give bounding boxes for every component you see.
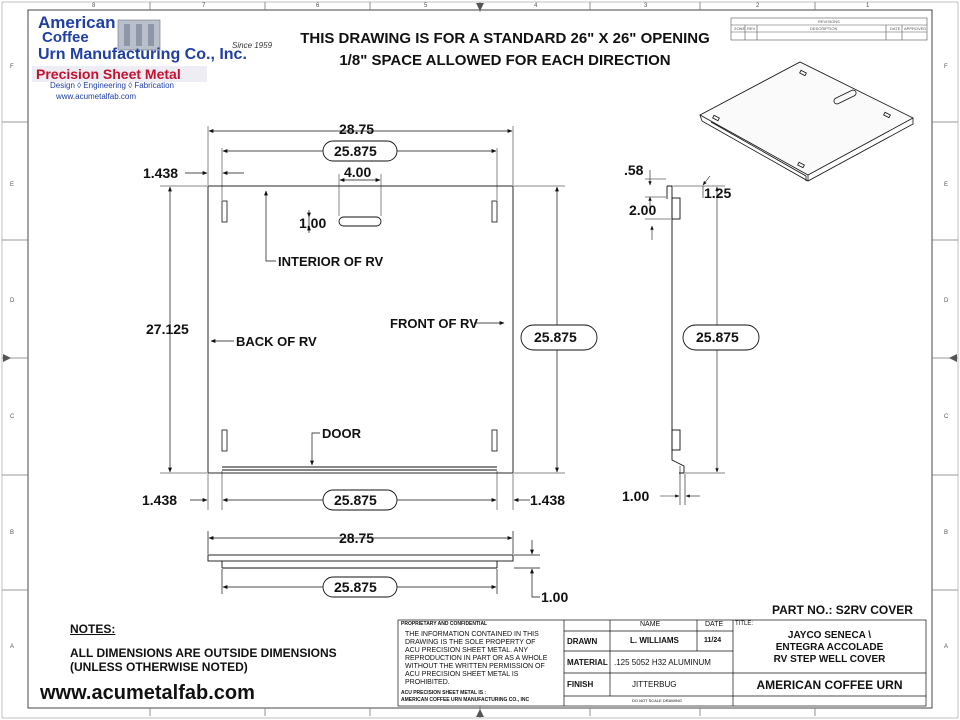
plan-view-extension-lines	[160, 126, 565, 510]
tb-title-line-3: RV STEP WELL COVER	[773, 654, 886, 665]
border-mark-side-a: A	[10, 644, 15, 650]
tb-drawn-name: L. WILLIAMS	[630, 636, 679, 645]
front-dim-height: 1.00	[541, 589, 569, 605]
prop-heading: PROPRIETARY AND CONFIDENTIAL	[401, 621, 488, 627]
revisions-col-description: DESCRIPTION	[810, 26, 838, 31]
revisions-col-approved: APPROVED	[904, 26, 927, 31]
dim-inner-width: 25.875	[334, 143, 377, 159]
prop-text-7: PROHIBITED.	[405, 679, 450, 686]
border-mark-right-b: B	[944, 530, 949, 536]
logo-division: Precision Sheet Metal	[36, 66, 181, 82]
border-mark-right-c: C	[944, 414, 949, 420]
tb-company-name: AMERICAN COFFEE URN	[756, 678, 903, 692]
border-mark-top-4: 4	[534, 3, 538, 9]
prop-text-4: REPRODUCTION IN PART OR AS A WHOLE	[405, 655, 548, 662]
tb-finish-label: FINISH	[567, 680, 594, 689]
border-mark-side-c: C	[10, 414, 15, 420]
notes-line-1: ALL DIMENSIONS ARE OUTSIDE DIMENSIONS	[70, 646, 337, 660]
dim-left-offset: 1.438	[143, 165, 179, 181]
prop-text-1: THE INFORMATION CONTAINED IN THIS	[405, 631, 539, 638]
border-mark-top-2: 2	[756, 3, 760, 9]
border-mark-right-a: A	[944, 644, 949, 650]
tb-date-header: DATE	[705, 621, 724, 628]
revisions-col-zone: ZONE	[734, 26, 746, 31]
side-dim-top-offset: .58	[624, 162, 644, 178]
prop-text-3: ACU PRECISION SHEET METAL. ANY	[405, 647, 529, 654]
tb-title-line-2: ENTEGRA ACCOLADE	[775, 642, 884, 653]
side-dim-inner-depth: 25.875	[696, 329, 739, 345]
dim-bottom-right-offset: 1.438	[530, 492, 566, 508]
prop-text-6: ACU PRECISION SHEET METAL IS	[405, 671, 519, 678]
border-mark-top-1: 1	[866, 3, 870, 9]
revisions-title: REVISIONS	[818, 19, 840, 24]
tb-drawn-label: DRAWN	[567, 637, 598, 646]
dim-bottom-left-offset: 1.438	[142, 492, 178, 508]
label-interior-of-rv: INTERIOR OF RV	[278, 254, 384, 269]
border-mark-side-d: D	[10, 298, 15, 304]
logo-line-coffee: Coffee	[42, 29, 89, 46]
dim-slot-offset: 1.00	[299, 215, 327, 231]
tb-material-value: .125 5052 H32 ALUMINUM	[614, 658, 711, 667]
dim-overall-width: 28.75	[339, 121, 375, 137]
label-back-of-rv: BACK OF RV	[236, 334, 317, 349]
tb-title-line-1: JAYCO SENECA \	[787, 630, 872, 641]
dim-overall-depth: 27.125	[146, 321, 189, 337]
prop-text-5: WITHOUT THE WRITTEN PERMISSION OF	[405, 663, 545, 670]
border-mark-top-3: 3	[644, 3, 648, 9]
border-mark-top-7: 7	[202, 3, 206, 9]
logo-line-american: American	[38, 13, 116, 32]
side-dim-tab-depth: 1.25	[704, 185, 732, 201]
tb-name-header: NAME	[640, 621, 661, 628]
tb-drawn-date: 11/24	[704, 637, 722, 644]
dim-inner-depth: 25.875	[534, 329, 577, 345]
label-front-of-rv: FRONT OF RV	[390, 316, 478, 331]
website-link[interactable]: www.acumetalfab.com	[40, 682, 255, 704]
notes-title: NOTES:	[70, 622, 116, 636]
border-mark-right-f: F	[944, 64, 948, 70]
notes-line-2: (UNLESS OTHERWISE NOTED)	[70, 660, 248, 674]
logo-since: Since 1959	[232, 41, 273, 50]
border-mark-right-e: E	[944, 182, 949, 188]
logo-url[interactable]: www.acumetalfab.com	[56, 92, 137, 101]
border-mark-top-5: 5	[424, 3, 428, 9]
tb-finish-value: JITTERBUG	[632, 680, 677, 689]
border-mark-top-8: 8	[92, 3, 96, 9]
logo-line-urn: Urn Manufacturing Co., Inc.	[38, 46, 247, 63]
tb-title-label: TITLE:	[735, 621, 754, 627]
logo-tagline: Design ◊ Engineering ◊ Fabrication	[50, 81, 174, 90]
border-mark-side-e: E	[10, 182, 15, 188]
header-line-2: 1/8" SPACE ALLOWED FOR EACH DIRECTION	[339, 52, 671, 69]
dim-bottom-inner-width: 25.875	[334, 492, 377, 508]
front-view-profile	[208, 555, 513, 568]
border-mark-top-6: 6	[316, 3, 320, 9]
border-mark-side-f: F	[10, 64, 14, 70]
border-mark-right-d: D	[944, 298, 949, 304]
front-dim-overall-width: 28.75	[339, 530, 375, 546]
tb-scale-note: DO NOT SCALE DRAWING	[632, 698, 683, 703]
header-line-1: THIS DRAWING IS FOR A STANDARD 26" X 26" OPENING	[300, 30, 710, 47]
prop-footer-2: AMERICAN COFFEE URN MANUFACTURING CO., INC	[401, 697, 530, 703]
border-mark-side-b: B	[10, 530, 15, 536]
prop-footer-1: ACU PRECISION SHEET METAL IS :	[401, 690, 487, 696]
front-dim-inner-width: 25.875	[334, 579, 377, 595]
prop-text-2: DRAWING IS THE SOLE PROPERTY OF	[405, 639, 536, 646]
revisions-col-date: DATE	[890, 26, 901, 31]
side-view-profile	[667, 186, 684, 473]
revisions-col-rev: REV.	[747, 26, 756, 31]
dim-slot-length: 4.00	[344, 164, 372, 180]
part-number: PART NO.: S2RV COVER	[772, 603, 913, 617]
side-dim-tab-length: 2.00	[629, 202, 657, 218]
side-dim-bottom-lip: 1.00	[622, 488, 650, 504]
isometric-view	[700, 62, 913, 181]
label-door: DOOR	[322, 426, 361, 441]
plan-view-slot	[339, 217, 381, 226]
tb-material-label: MATERIAL	[567, 658, 608, 667]
